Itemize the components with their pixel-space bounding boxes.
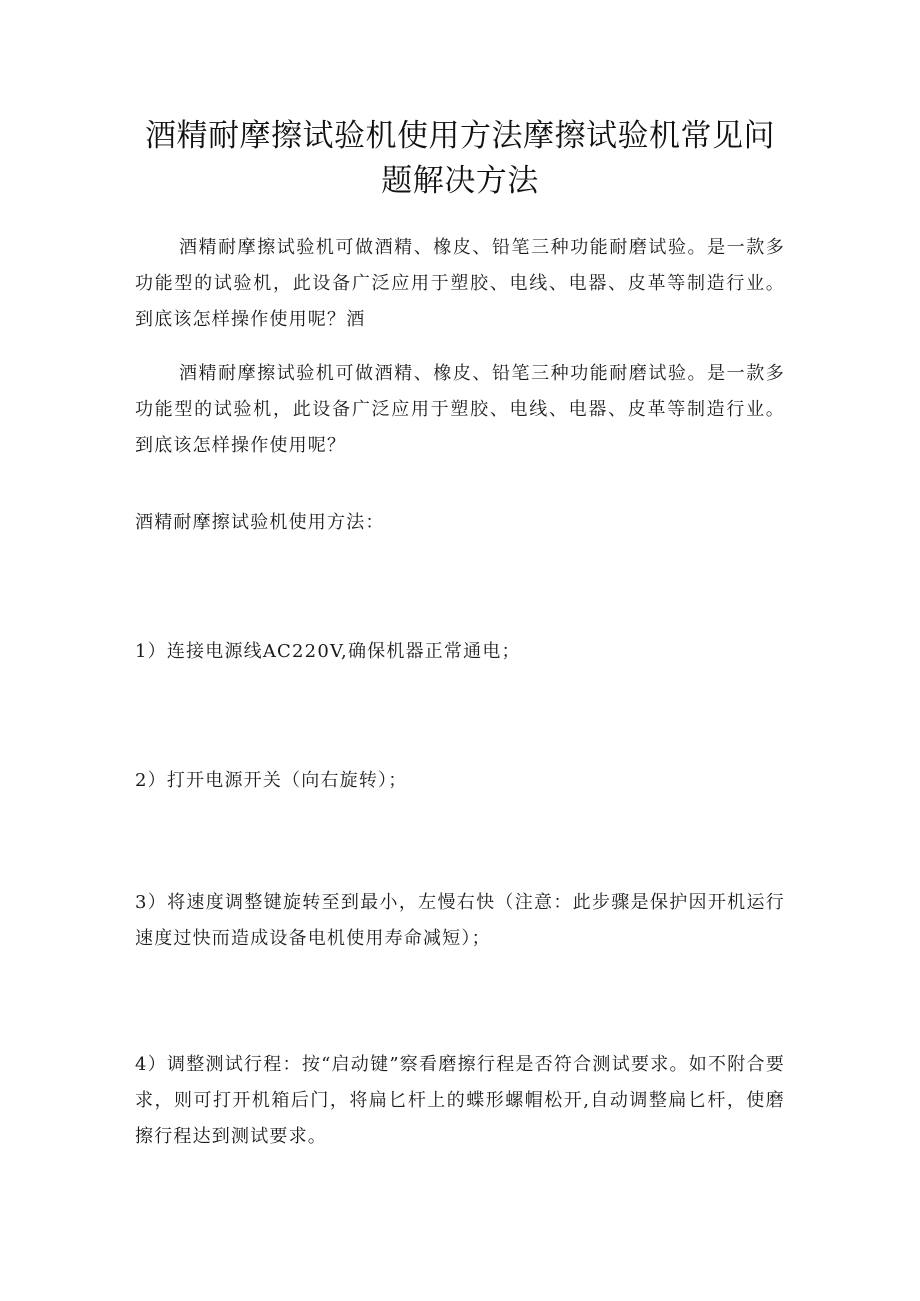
usage-heading: 酒精耐摩擦试验机使用方法： — [135, 512, 385, 533]
step-3: 3）将速度调整键旋转至到最小，左慢右快（注意：此步骤是保护因开机运行速度过快而造成设备电机使用寿命减短）； — [135, 892, 785, 949]
document-title: 酒精耐摩擦试验机使用方法摩擦试验机常见问题解决方法 — [145, 118, 775, 199]
intro-paragraph-1: 酒精耐摩擦试验机可做酒精、橡皮、铅笔三种功能耐磨试验。是一款多功能型的试验机，此设备广泛应用于塑胶、电线、电器、皮革等制造行业。到底该怎样操作使用呢？酒 — [135, 237, 785, 330]
step-1: 1）连接电源线AC220V,确保机器正常通电； — [135, 641, 521, 662]
step-2: 2）打开电源开关（向右旋转）； — [135, 770, 408, 791]
step-4: 4）调整测试行程：按“启动键”察看磨擦行程是否符合测试要求。如不附合要求，则可打开机箱后门，将扁匕杆上的蝶形螺帽松开,自动调整扁匕杆，使磨擦行程达到测试要求。 — [135, 1054, 785, 1147]
intro-paragraph-2: 酒精耐摩擦试验机可做酒精、橡皮、铅笔三种功能耐磨试验。是一款多功能型的试验机，此设备广泛应用于塑胶、电线、电器、皮革等制造行业。到底该怎样操作使用呢？ — [135, 363, 785, 456]
